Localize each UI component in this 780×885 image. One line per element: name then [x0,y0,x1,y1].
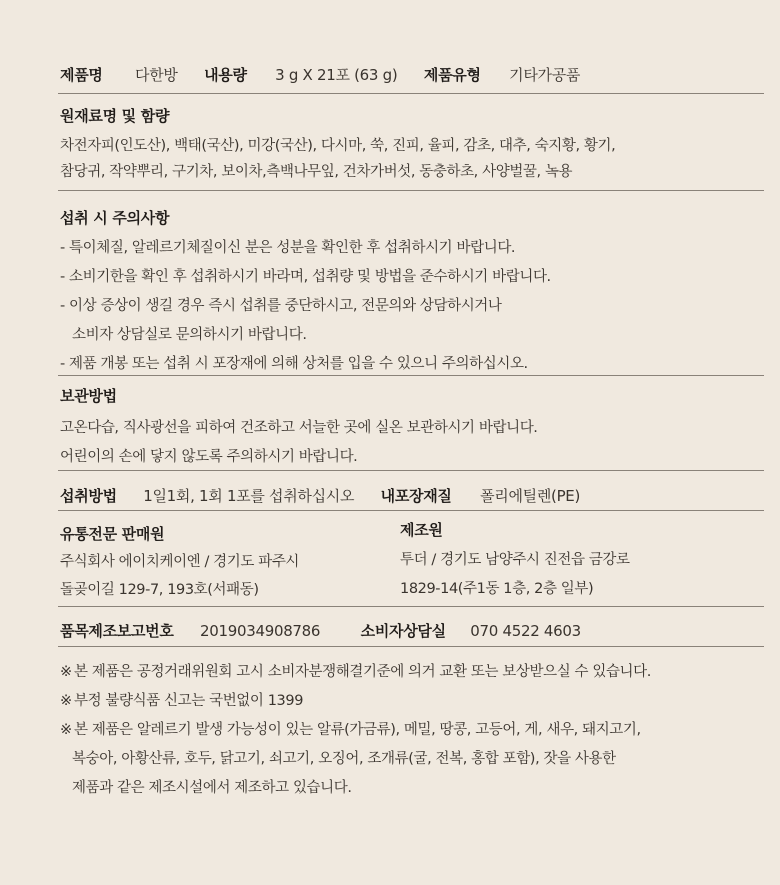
product-type-value: 기타가공품 [509,66,581,84]
caution-line: - 특이체질, 알레르기체질이신 분은 성분을 확인한 후 섭취하시기 바랍니다. [60,240,516,256]
divider [58,646,764,647]
cautions-title: 섭취 시 주의사항 [60,209,170,227]
report-number-value: 2019034908786 [200,622,321,640]
storage-line: 어린이의 손에 닿지 않도록 주의하시기 바랍니다. [60,449,358,465]
note-line [60,718,641,739]
note-mark-icon: ※ [60,664,72,680]
note-text: 본 제품은 공정거래위원회 고시 소비자분쟁해결기준에 의거 교환 또는 보상받으실 수 있습니다. [74,664,651,680]
distributor-line: 주식회사 에이치케이엔 / 경기도 파주시 [60,554,300,570]
divider [58,190,764,191]
storage-title: 보관방법 [60,387,117,405]
note-line: 복숭아, 아황산류, 호두, 닭고기, 쇠고기, 오징어, 조개류(굴, 전복, 홍합 포함), 잣을 사용한 [72,751,616,767]
manufacturer-line: 1829-14(주1동 1층, 2층 일부) [400,581,594,597]
distributor-title: 유통전문 판매원 [60,525,165,543]
note-mark-icon: ※ [60,722,72,738]
volume-label: 내용량 [204,66,247,84]
divider [58,470,764,471]
divider [58,606,764,607]
note-line [60,660,651,681]
ingredients-line: 차전자피(인도산), 백태(국산), 미강(국산), 다시마, 쑥, 진피, 율피, 감초, 대추, 숙지황, 황기, [60,138,616,154]
caution-line: - 이상 증상이 생길 경우 즉시 섭취를 중단하시고, 전문의와 상담하시거나 [60,298,502,314]
note-mark-icon: ※ [60,693,72,709]
storage-line: 고온다습, 직사광선을 피하여 건조하고 서늘한 곳에 실온 보관하시기 바랍니다. [60,420,538,436]
product-name-value: 다한방 [135,66,178,84]
note-line [60,689,303,710]
product-type-label: 제품유형 [423,66,481,84]
ingredients-line: 참당귀, 작약뿌리, 구기차, 보이차,측백나무잎, 건차가버섯, 동충하초, 사양벌꿀, 녹용 [60,164,573,180]
note-line: 제품과 같은 제조시설에서 제조하고 있습니다. [72,780,352,796]
product-row [60,64,580,85]
product-name-label: 제품명 [60,66,103,84]
report-number-label: 품목제조보고번호 [60,622,174,640]
packaging-label: 내포장재질 [380,487,452,505]
caution-line: - 제품 개봉 또는 섭취 시 포장재에 의해 상처를 입을 수 있으니 주의하십시오. [60,356,528,372]
intake-row [60,485,580,506]
caution-line: 소비자 상담실로 문의하시기 바랍니다. [72,327,307,343]
divider [58,93,764,94]
intake-method-label: 섭취방법 [60,487,117,505]
note-text: 본 제품은 알레르기 발생 가능성이 있는 알류(가금류), 메밀, 땅콩, 고등어, 게, 새우, 돼지고기, [74,722,641,738]
caution-line: - 소비기한을 확인 후 섭취하시기 바라며, 섭취량 및 방법을 준수하시기 바랍니다. [60,269,551,285]
manufacturer-title: 제조원 [400,521,443,539]
note-text: 부정 불량식품 신고는 국번없이 1399 [74,693,304,709]
volume-value: 3 g X 21포 (63 g) [275,66,398,84]
intake-method-value: 1일1회, 1회 1포를 섭취하십시오 [143,487,355,505]
ingredients-title: 원재료명 및 함량 [60,107,170,125]
distributor-line: 돌곶이길 129-7, 193호(서패동) [60,582,259,598]
consumer-center-value: 070 4522 4603 [470,622,581,640]
packaging-value: 폴리에틸렌(PE) [480,487,581,505]
consumer-center-label: 소비자상담실 [360,622,446,640]
divider [58,510,764,511]
manufacturer-line: 투더 / 경기도 남양주시 진전읍 금강로 [400,552,630,568]
divider [58,375,764,376]
report-row [60,620,581,641]
